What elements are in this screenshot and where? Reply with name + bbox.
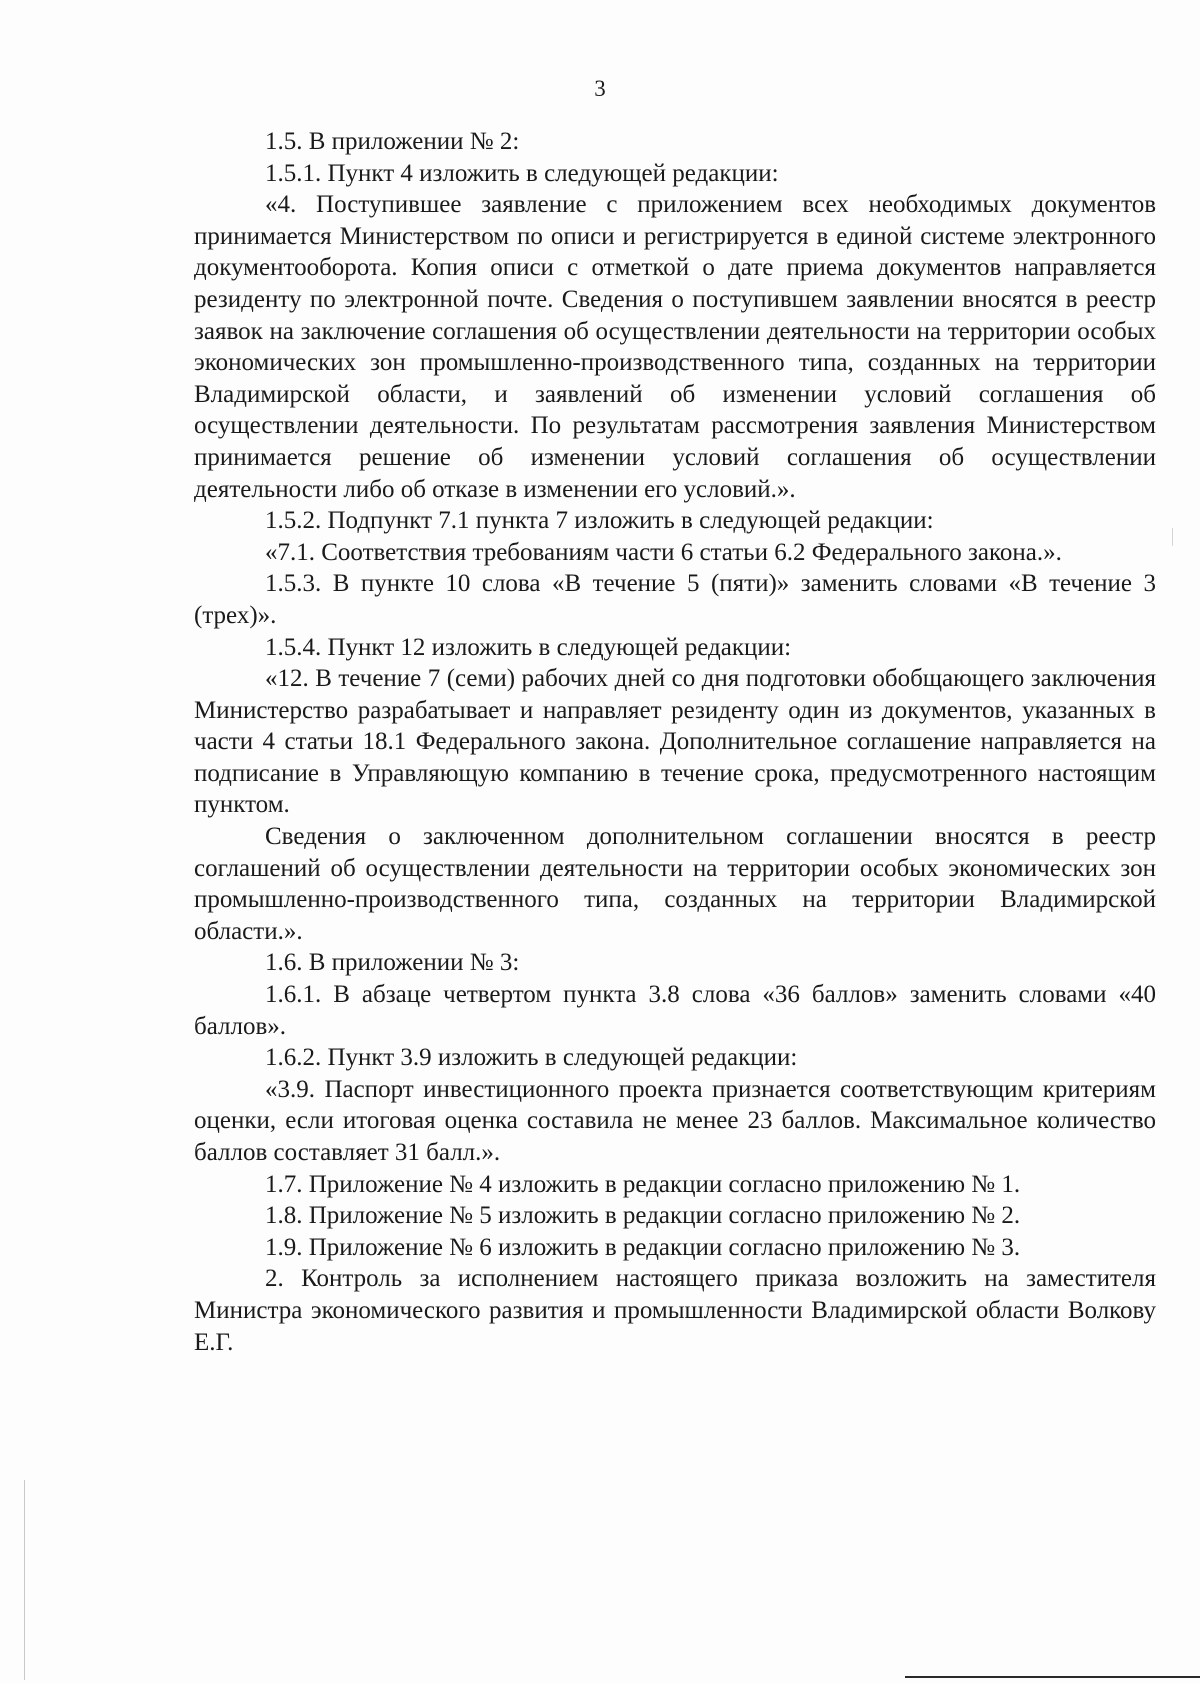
scan-artifact-bottom-line <box>905 1676 1200 1678</box>
page-number: 3 <box>594 76 606 101</box>
paragraph-point-12-text: «12. В течение 7 (семи) рабочих дней со дня подготовки обобщающего заключения Министерство разрабатывает и направляет резиденту один из документов, указанных в части 4 статьи 18.1 Федерального закона. Дополнительное соглашение направляется на подписание в Управляющую компанию в течение срока, предусмотренного настоящим пунктом. <box>194 665 1156 819</box>
paragraph-registry-info: Сведения о заключенном дополнительном соглашении вносятся в реестр соглашений об осуществлении деятельности на территории особых экономических зон промышленно-производственного типа, созданных на территории Владимирской области.». <box>194 823 1156 945</box>
scan-artifact-speck <box>1172 528 1173 546</box>
scan-artifact-left-line <box>24 1480 25 1680</box>
paragraph-1-5-1: 1.5.1. Пункт 4 изложить в следующей редакции: <box>265 159 779 187</box>
paragraph-1-7: 1.7. Приложение № 4 изложить в редакции согласно приложению № 1. <box>265 1170 1021 1198</box>
paragraph-1-6-2: 1.6.2. Пункт 3.9 изложить в следующей редакции: <box>265 1044 798 1072</box>
paragraph-1-6-1: 1.6.1. В абзаце четвертом пункта 3.8 слова «36 баллов» заменить словами «40 баллов». <box>194 981 1156 1040</box>
paragraph-2-control: 2. Контроль за исполнением настоящего приказа возложить на заместителя Министра экономического развития и промышленности Владимирской области Волкову Е.Г. <box>194 1265 1156 1356</box>
paragraph-point-3-9-text: «3.9. Паспорт инвестиционного проекта признается соответствующим критериям оценки, если итоговая оценка составила не менее 23 баллов. Максимальное количество баллов составляет 31 балл.». <box>194 1075 1156 1166</box>
paragraph-1-9: 1.9. Приложение № 6 изложить в редакции согласно приложению № 3. <box>265 1233 1021 1261</box>
paragraph-1-5-2: 1.5.2. Подпункт 7.1 пункта 7 изложить в следующей редакции: <box>265 507 934 535</box>
paragraph-point-7-1-text: «7.1. Соответствия требованиям части 6 статьи 6.2 Федерального закона.». <box>265 538 1062 566</box>
paragraph-1-5-4: 1.5.4. Пункт 12 изложить в следующей редакции: <box>265 633 792 661</box>
paragraph-1-5: 1.5. В приложении № 2: <box>265 128 520 155</box>
paragraph-point-4-text: «4. Поступившее заявление с приложением всех необходимых документов принимается Министерством по описи и регистрируется в единой системе электронного документооборота. Копия описи с отметкой о дате приема документов направляется резиденту по электронной почте. Сведения о поступившем заявлении вносятся в реестр заявок на заключение соглашения об осуществлении деятельности на территории особых экономических зон промышленно-производственного типа, созданных на территории Владимирской области, и заявлений об изменении условий соглашения об осуществлении деятельности. По результатам рассмотрения заявления Министерством принимается решение об изменении условий соглашения об осуществлении деятельности либо об отказе в изменении его условий.». <box>194 191 1156 503</box>
paragraph-1-5-3: 1.5.3. В пункте 10 слова «В течение 5 (пяти)» заменить словами «В течение 3 (трех)». <box>194 570 1156 629</box>
paragraph-1-8: 1.8. Приложение № 5 изложить в редакции согласно приложению № 2. <box>265 1202 1021 1230</box>
document-body <box>194 126 1156 1358</box>
paragraph-1-6: 1.6. В приложении № 3: <box>265 949 520 977</box>
